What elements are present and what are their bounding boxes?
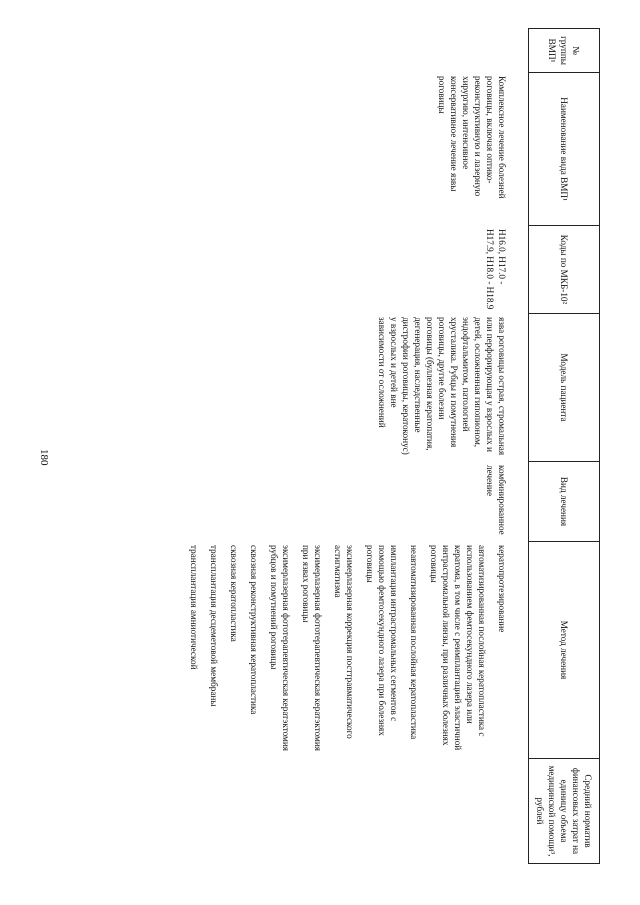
cell-vmp-name: Комплексное лечение болезней роговицы, включая оптико-реконструктивную и лазерную хирургию, интенсивное консервативное лечение язвы роговицы: [437, 76, 507, 199]
method-item: автоматизированная послойная кератопластика с использованием фемтосекундного лазера или кератома, в том числе с реимплантацией эластичной интрастромальной линзы, при различных болезнях роговицы: [429, 545, 487, 751]
header-patient-model: Модель пациента: [529, 314, 600, 462]
table-header-row: [529, 29, 600, 864]
header-cost-norm: Средний норматив финансовых затрат на единицу объема медицинской помощи³, рублей: [529, 759, 600, 864]
header-treatment-type: Вид лечения: [529, 462, 600, 542]
method-item: сквозная кератопластика: [229, 545, 239, 642]
method-item: эксимерлазерная фототерапевтическая кератэктомия рубцов и помутнений роговицы: [269, 545, 291, 751]
rotated-table-container: [80, 28, 600, 863]
method-item: сквозная реконструктивная кератопластика: [249, 545, 259, 715]
header-group-no: № группы ВМП¹: [529, 29, 600, 73]
cell-treatment-methods: [178, 542, 529, 759]
header-vmp-name: Наименование вида ВМП¹: [529, 73, 600, 226]
method-item: эксимерлазерная коррекция посттравматического астигматизма: [333, 545, 355, 739]
method-item: имплантация интрастромальных сегментов с помощью фемтосекундного лазера при болезнях роговицы: [365, 545, 399, 736]
cell-treatment-type: комбинированное лечение: [485, 465, 507, 535]
page-number: 180: [38, 449, 50, 466]
method-item: эксимерлазерная фототерапевтическая кератэктомия при язвах роговицы: [301, 545, 323, 751]
table-row: [178, 29, 529, 864]
method-item: трансплантация амниотической: [189, 545, 199, 670]
method-item: кератопротезирование: [497, 545, 507, 633]
cell-cost-norm: [178, 759, 529, 864]
header-treatment-method: Метод лечения: [529, 542, 600, 759]
cell-patient-model: язва роговицы острая, стромальная или перфорирующая у взрослых и детей, осложненная гипопионом, эндофтальмитом, патологией хрусталика. Рубцы и помутнения роговицы, другие болезни роговицы (буллезная кератопатия, дегенерация, наследственные дистрофии роговицы, кератоконус) у взрослых и детей вне зависимости от осложнений: [377, 317, 507, 456]
header-icd-codes: Коды по МКБ-10²: [529, 226, 600, 314]
method-item: неавтоматизированная послойная кератопластика: [409, 545, 419, 740]
method-item: трансплантация десцеметовой мембраны: [209, 545, 219, 707]
vmp-table: [178, 28, 600, 864]
cell-icd-codes: H16.0, H17.0 - H17.9, H18.0 - H18.9: [485, 229, 507, 310]
cell-group-no: [178, 29, 529, 73]
